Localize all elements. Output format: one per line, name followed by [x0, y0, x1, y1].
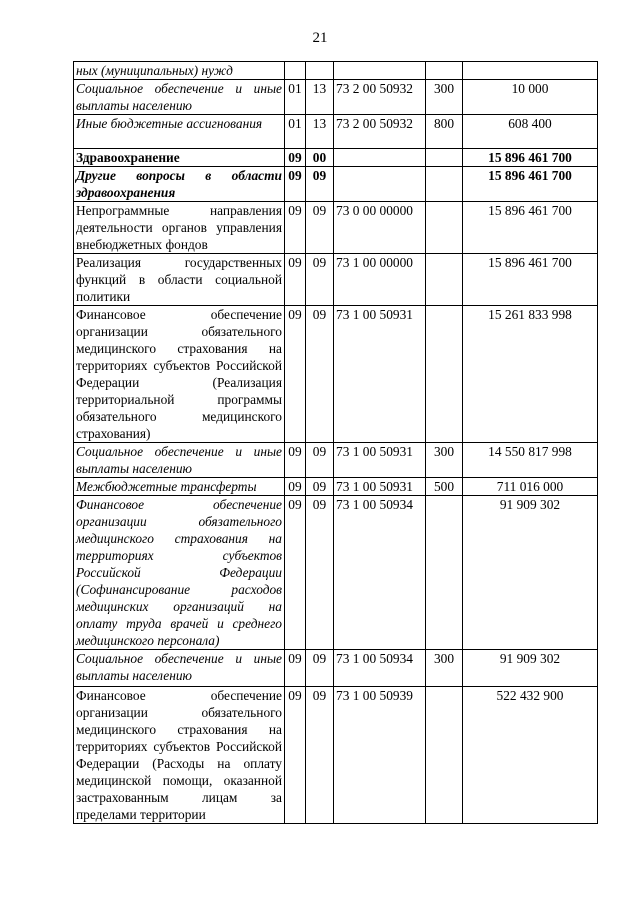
- amount: 91 909 302: [463, 496, 598, 650]
- table-row: [74, 62, 598, 80]
- section-code: 09: [285, 202, 306, 254]
- subsection-code: 09: [306, 202, 334, 254]
- table-row: [74, 115, 598, 149]
- subsection-code: 13: [306, 115, 334, 149]
- expense-type-code: [426, 254, 463, 306]
- amount: 15 896 461 700: [463, 149, 598, 167]
- table-row: [74, 306, 598, 443]
- section-code: 09: [285, 149, 306, 167]
- amount: 10 000: [463, 80, 598, 115]
- target-article-code: 73 1 00 50931: [334, 443, 426, 478]
- amount: 15 896 461 700: [463, 167, 598, 202]
- expense-name: Межбюджетные трансферты: [74, 478, 285, 496]
- section-code: 09: [285, 650, 306, 687]
- expense-name: Иные бюджетные ассигнования: [74, 115, 285, 149]
- table-row: [74, 496, 598, 650]
- subsection-code: [306, 62, 334, 80]
- target-article-code: 73 1 00 50931: [334, 306, 426, 443]
- page-number: 21: [312, 30, 328, 46]
- section-code: 09: [285, 306, 306, 443]
- expense-name: Финансовое обеспечение организации обязательного медицинского страхования на территориях субъектов Российской Федерации (Реализация территориальной программы обязательного медицинского страхования): [74, 306, 285, 443]
- target-article-code: 73 1 00 50939: [334, 687, 426, 824]
- amount: 91 909 302: [463, 650, 598, 687]
- table-row: [74, 443, 598, 478]
- expense-name: Социальное обеспечение и иные выплаты населению: [74, 443, 285, 478]
- subsection-code: 09: [306, 478, 334, 496]
- section-code: 01: [285, 80, 306, 115]
- target-article-code: [334, 149, 426, 167]
- subsection-code: 09: [306, 687, 334, 824]
- subsection-code: 09: [306, 306, 334, 443]
- expense-name: Непрограммные направления деятельности органов управления внебюджетных фондов: [74, 202, 285, 254]
- target-article-code: 73 2 00 50932: [334, 115, 426, 149]
- budget-table: [73, 61, 598, 824]
- section-code: 09: [285, 167, 306, 202]
- target-article-code: 73 1 00 50934: [334, 496, 426, 650]
- section-code: 09: [285, 687, 306, 824]
- table-row: [74, 167, 598, 202]
- table-row: [74, 149, 598, 167]
- table-row: [74, 687, 598, 824]
- section-code: 09: [285, 443, 306, 478]
- subsection-code: 09: [306, 496, 334, 650]
- target-article-code: 73 1 00 50934: [334, 650, 426, 687]
- expense-type-code: [426, 306, 463, 443]
- expense-type-code: [426, 149, 463, 167]
- table-row: [74, 80, 598, 115]
- expense-type-code: [426, 687, 463, 824]
- section-code: [285, 62, 306, 80]
- expense-type-code: 300: [426, 80, 463, 115]
- expense-type-code: [426, 167, 463, 202]
- table-row: [74, 650, 598, 687]
- target-article-code: 73 1 00 50931: [334, 478, 426, 496]
- expense-type-code: 500: [426, 478, 463, 496]
- target-article-code: 73 0 00 00000: [334, 202, 426, 254]
- expense-type-code: 300: [426, 443, 463, 478]
- expense-type-code: [426, 202, 463, 254]
- expense-name: Финансовое обеспечение организации обязательного медицинского страхования на территориях субъектов Российской Федерации (Софинансирование расходов медицинских организаций на оплату труда врачей и среднего медицинского персонала): [74, 496, 285, 650]
- expense-type-code: [426, 496, 463, 650]
- subsection-code: 13: [306, 80, 334, 115]
- table-row: [74, 254, 598, 306]
- section-code: 01: [285, 115, 306, 149]
- amount: 14 550 817 998: [463, 443, 598, 478]
- amount: 608 400: [463, 115, 598, 149]
- target-article-code: 73 1 00 00000: [334, 254, 426, 306]
- amount: 15 896 461 700: [463, 254, 598, 306]
- expense-type-code: 300: [426, 650, 463, 687]
- expense-name: Другие вопросы в области здравоохранения: [74, 167, 285, 202]
- section-code: 09: [285, 478, 306, 496]
- expense-name: Здравоохранение: [74, 149, 285, 167]
- amount: 15 261 833 998: [463, 306, 598, 443]
- table-row: [74, 202, 598, 254]
- subsection-code: 09: [306, 650, 334, 687]
- subsection-code: 09: [306, 167, 334, 202]
- amount: 711 016 000: [463, 478, 598, 496]
- subsection-code: 00: [306, 149, 334, 167]
- amount: [463, 62, 598, 80]
- table-row: [74, 478, 598, 496]
- amount: 15 896 461 700: [463, 202, 598, 254]
- expense-name: Реализация государственных функций в области социальной политики: [74, 254, 285, 306]
- section-code: 09: [285, 254, 306, 306]
- subsection-code: 09: [306, 443, 334, 478]
- expense-type-code: [426, 62, 463, 80]
- subsection-code: 09: [306, 254, 334, 306]
- expense-name: Финансовое обеспечение организации обязательного медицинского страхования на территориях субъектов Российской Федерации (Расходы на оплату медицинской помощи, оказанной застрахованным лицам за пределами территории: [74, 687, 285, 824]
- target-article-code: [334, 167, 426, 202]
- amount: 522 432 900: [463, 687, 598, 824]
- expense-name: ных (муниципальных) нужд: [74, 62, 285, 80]
- section-code: 09: [285, 496, 306, 650]
- target-article-code: [334, 62, 426, 80]
- expense-name: Социальное обеспечение и иные выплаты населению: [74, 80, 285, 115]
- expense-type-code: 800: [426, 115, 463, 149]
- expense-name: Социальное обеспечение и иные выплаты населению: [74, 650, 285, 687]
- target-article-code: 73 2 00 50932: [334, 80, 426, 115]
